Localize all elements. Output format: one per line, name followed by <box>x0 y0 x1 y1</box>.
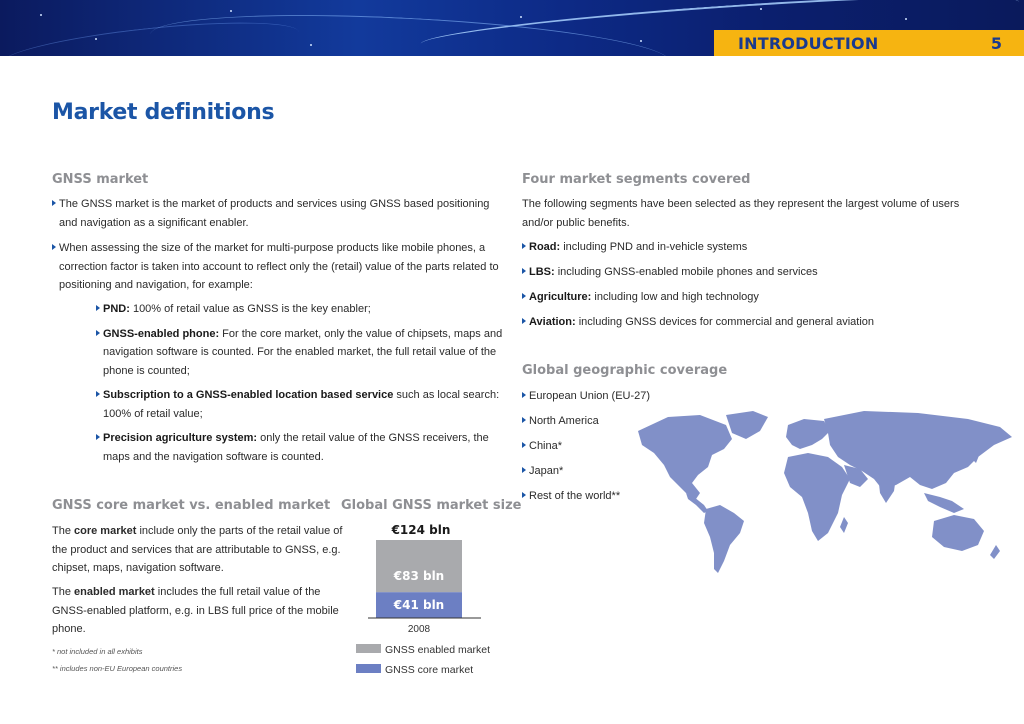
southeast-asia-islands <box>924 493 964 513</box>
legend-label-core: GNSS core market <box>385 664 474 676</box>
list-item: Rest of the world** <box>522 487 722 506</box>
section-tab <box>714 30 1024 56</box>
enabled-market-paragraph <box>52 583 342 639</box>
item-text: 100% of retail value as GNSS is the key enabler; <box>129 303 371 315</box>
greenland <box>726 411 768 439</box>
para-text: The <box>52 525 75 537</box>
bar-core-label: €41 bln <box>393 598 445 613</box>
item-text: including GNSS devices for commercial and general aviation <box>575 316 875 328</box>
gnss-market-list <box>52 195 502 295</box>
para-bold: core market <box>74 525 137 537</box>
segments-list <box>522 238 982 332</box>
item-text: including low and high technology <box>591 291 759 303</box>
chart-total-label: €124 bln <box>391 523 451 537</box>
para-bold: enabled market <box>74 586 155 598</box>
list-item <box>522 263 982 282</box>
banner-star <box>95 38 97 40</box>
segments-intro: The following segments have been selected as they represent the largest volume of users and/or public benefits. <box>522 198 960 229</box>
legend-swatch-enabled <box>356 644 381 653</box>
list-item: The GNSS market is the market of products and services using GNSS based positioning and navigation as a significant enabler. <box>52 195 502 232</box>
page-title: Market definitions <box>52 100 275 125</box>
item-text: such as local search: 100% of retail value; <box>103 389 500 420</box>
legend-swatch-core <box>356 664 381 673</box>
item-bold: Precision agriculture system: <box>103 432 258 444</box>
list-item <box>522 288 982 307</box>
x-tick-label: 2008 <box>407 624 431 635</box>
gnss-market-heading: GNSS market <box>52 172 149 187</box>
banner-star <box>760 8 762 10</box>
item-bold: LBS: <box>529 266 555 278</box>
item-text: only the retail value of the GNSS receivers, the maps and the navigation software is counted. <box>103 432 489 463</box>
para-text: include only the parts of the retail value of the product and services that are attributable to GNSS, e.g. chipset, maps, navigation software. <box>52 525 343 574</box>
item-bold: Agriculture: <box>529 291 592 303</box>
footnote-1: * not included in all exhibits <box>52 647 143 656</box>
banner-star <box>230 10 232 12</box>
legend-label-enabled: GNSS enabled market <box>385 644 491 656</box>
banner-star <box>640 40 642 42</box>
world-map <box>628 405 1020 580</box>
madagascar <box>840 517 848 533</box>
list-item: Japan* <box>522 462 722 481</box>
item-text: including PND and in-vehicle systems <box>560 241 748 253</box>
item-bold: Subscription to a GNSS-enabled location based service <box>103 389 394 401</box>
list-item: When assessing the size of the market for multi-purpose products like mobile phones, a correction factor is taken into account to reflect only the (retail) value of the parts related to positioning and navigation, for example: <box>52 239 502 295</box>
para-text: includes the full retail value of the GNSS-enabled platform, e.g. in LBS full price of the mobile phone. <box>52 586 339 635</box>
chart-title: Global GNSS market size <box>341 498 522 513</box>
south-america <box>704 505 744 573</box>
section-label: INTRODUCTION <box>738 33 879 53</box>
list-item <box>522 238 982 257</box>
item-text: For the core market, only the value of chipsets, maps and navigation software is counted. For the enabled market, the full retail value of the phone is counted; <box>103 327 503 377</box>
banner-star <box>310 44 312 46</box>
list-item <box>522 313 982 332</box>
para-text: The <box>52 586 75 598</box>
banner-star <box>40 14 42 16</box>
segments-heading: Four market segments covered <box>522 172 751 187</box>
core-market-paragraph <box>52 522 344 578</box>
item-bold: Road: <box>529 241 561 253</box>
india <box>878 475 896 503</box>
banner-star <box>520 16 522 18</box>
footnote-2: ** includes non-EU European countries <box>52 664 183 673</box>
gnss-market-sub-list <box>96 300 506 466</box>
bar-enabled-label: €83 bln <box>393 569 445 584</box>
item-bold: PND: <box>103 303 130 315</box>
list-item <box>96 325 506 381</box>
list-item: European Union (EU-27) <box>522 387 722 406</box>
list-item: North America <box>522 412 722 431</box>
list-item: China* <box>522 437 722 456</box>
list-item <box>96 386 506 423</box>
list-item <box>96 429 506 466</box>
australia <box>932 515 984 551</box>
item-bold: Aviation: <box>529 316 576 328</box>
banner-star <box>905 18 907 20</box>
africa <box>784 453 850 541</box>
north-america <box>638 415 732 499</box>
list-item <box>96 300 506 319</box>
core-vs-enabled-heading: GNSS core market vs. enabled market <box>52 498 331 513</box>
item-bold: GNSS-enabled phone: <box>103 327 220 340</box>
coverage-heading: Global geographic coverage <box>522 363 728 378</box>
page-number: 5 <box>990 33 1002 53</box>
item-text: including GNSS-enabled mobile phones and services <box>554 266 818 278</box>
new-zealand <box>990 545 1000 559</box>
market-size-chart <box>340 518 510 680</box>
continents <box>638 411 1012 573</box>
europe <box>786 419 830 449</box>
bar-enabled-market <box>376 540 462 592</box>
